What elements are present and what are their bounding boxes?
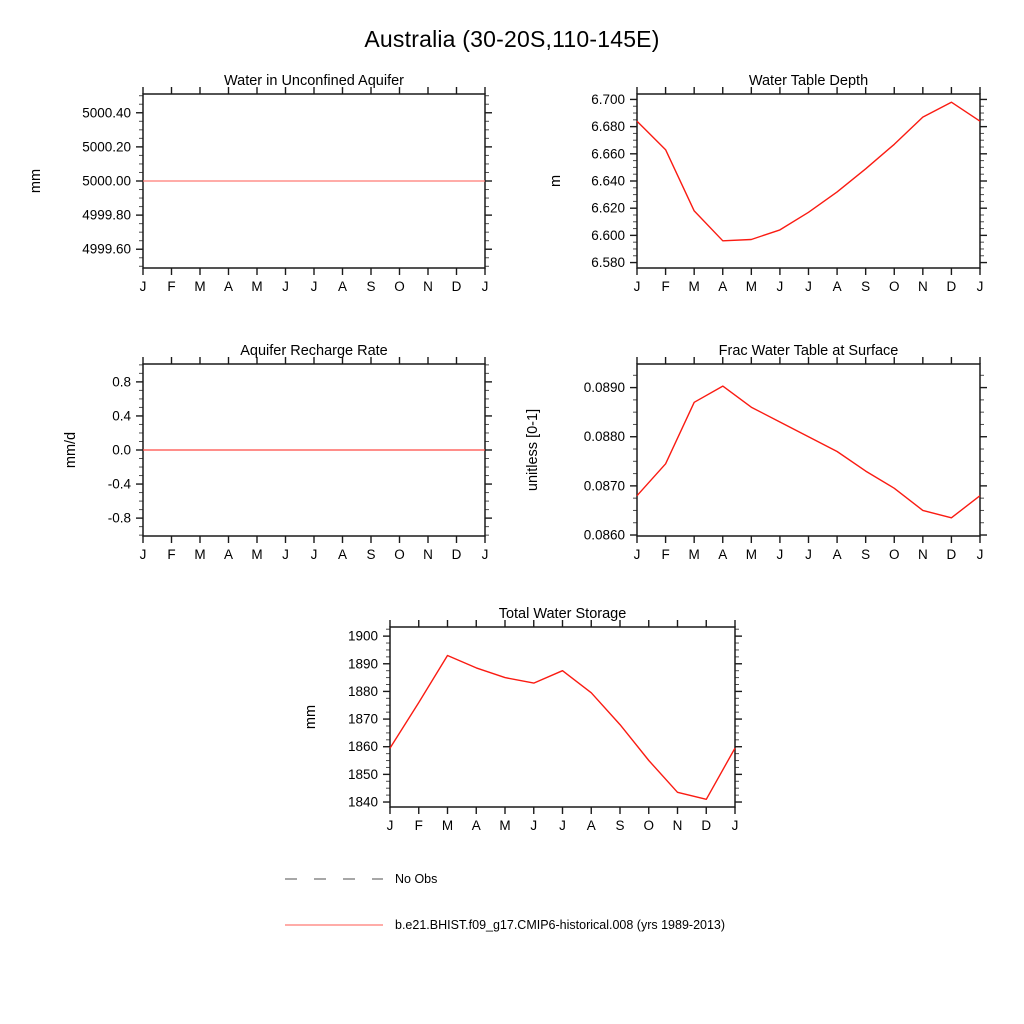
panel-title: Water in Unconfined Aquifer	[223, 73, 405, 89]
y-axis-unit-label: m	[548, 174, 564, 188]
y-axis-tick-label: 6.580	[591, 255, 625, 271]
month-label: M	[441, 818, 454, 833]
y-axis-unit-label: unitless [0-1]	[525, 408, 541, 492]
y-axis-unit-label: mm	[303, 704, 319, 730]
month-label: M	[194, 547, 206, 562]
y-axis-tick-label: 1870	[347, 711, 378, 727]
y-axis-tick-label: 5000.20	[82, 139, 131, 155]
y-axis-tick-label: 0.0890	[583, 380, 625, 396]
month-label: J	[559, 818, 566, 833]
y-axis-tick-label: 0.0880	[583, 429, 625, 445]
y-axis-tick-label: 6.660	[591, 146, 625, 162]
month-label: A	[337, 547, 348, 562]
month-label: O	[888, 279, 900, 294]
month-label: S	[366, 547, 376, 562]
month-label: N	[423, 547, 433, 562]
month-label: J	[139, 279, 147, 294]
month-label: A	[718, 279, 728, 294]
y-axis-tick-label: 0.8	[112, 374, 131, 390]
y-axis-tick-label: 6.600	[591, 227, 625, 243]
panel-title: Aquifer Recharge Rate	[240, 343, 388, 359]
month-label: J	[481, 547, 489, 562]
month-label: M	[745, 279, 757, 294]
panel-frac-water-table-at-surface	[522, 339, 996, 578]
panel-aquifer-recharge-rate	[28, 339, 501, 578]
panel-title: Water Table Depth	[748, 73, 869, 89]
month-label: N	[917, 279, 928, 294]
y-axis-tick-label: 1840	[347, 794, 378, 810]
month-label: F	[661, 547, 670, 562]
month-label: F	[167, 279, 176, 294]
month-label: D	[451, 279, 462, 294]
y-axis-tick-label: 0.0	[112, 442, 131, 458]
month-label: F	[167, 547, 176, 562]
month-label: M	[251, 547, 263, 562]
panel-title: Total Water Storage	[498, 606, 627, 622]
y-axis-tick-label: 6.680	[591, 119, 625, 135]
y-axis-tick-label: 6.620	[591, 200, 625, 216]
panel-title: Frac Water Table at Surface	[718, 343, 899, 359]
y-axis-tick-label: 0.0860	[583, 527, 625, 543]
model-run-line-icon	[283, 918, 385, 932]
no-obs-dashed-line-icon	[283, 872, 385, 886]
data-line	[637, 102, 980, 241]
month-label: O	[888, 547, 900, 562]
month-label: D	[946, 279, 957, 294]
y-axis-tick-label: 0.4	[112, 408, 131, 424]
legend-entry-model-run	[283, 917, 725, 933]
month-label: S	[861, 279, 871, 294]
month-label: S	[615, 818, 625, 833]
month-label: A	[832, 547, 842, 562]
y-axis-unit-label: mm/d	[63, 431, 79, 469]
month-label: O	[394, 279, 405, 294]
month-label: D	[946, 547, 957, 562]
y-axis-tick-label: 1880	[347, 683, 378, 699]
month-label: J	[530, 818, 538, 833]
month-label: J	[731, 818, 739, 833]
y-axis-tick-label: 4999.60	[82, 241, 131, 257]
month-label: A	[223, 279, 234, 294]
main-title: Australia (30-20S,110-145E)	[364, 26, 660, 52]
month-label: A	[471, 818, 481, 833]
y-axis-tick-label: 5000.00	[82, 173, 131, 189]
plot-frame	[637, 364, 980, 536]
plot-frame	[390, 627, 735, 807]
y-axis-tick-label: 6.700	[591, 91, 625, 107]
month-label: J	[805, 547, 812, 562]
y-axis-unit-label: mm	[28, 168, 44, 194]
month-label: J	[310, 279, 318, 294]
legend-label-model-run: b.e21.BHIST.f09_g17.CMIP6-historical.008 (yrs 1989-2013)	[395, 918, 726, 932]
month-label: J	[386, 818, 394, 833]
legend-label-no-obs: No Obs	[395, 872, 438, 886]
y-axis-tick-label: 6.640	[591, 173, 625, 189]
month-label: J	[481, 279, 489, 294]
y-axis-tick-label: 0.0870	[583, 478, 625, 494]
panel-water-table-depth	[522, 69, 996, 310]
month-label: A	[718, 547, 728, 562]
month-label: J	[776, 279, 784, 294]
y-axis-tick-label: 1860	[347, 739, 378, 755]
month-label: M	[194, 279, 206, 294]
y-axis-tick-label: 1890	[347, 656, 378, 672]
y-axis-tick-label: -0.4	[107, 476, 131, 492]
month-label: J	[633, 279, 641, 294]
month-label: J	[282, 279, 289, 294]
month-label: A	[586, 818, 596, 833]
month-label: O	[394, 547, 405, 562]
month-label: J	[282, 547, 289, 562]
month-label: J	[776, 547, 784, 562]
month-label: J	[139, 547, 147, 562]
y-axis-tick-label: 1900	[347, 628, 378, 644]
month-label: A	[223, 547, 234, 562]
month-label: D	[701, 818, 712, 833]
month-label: J	[633, 547, 641, 562]
month-label: M	[688, 279, 700, 294]
month-label: S	[366, 279, 376, 294]
plot-frame	[637, 94, 980, 268]
month-label: A	[832, 279, 842, 294]
month-label: M	[499, 818, 511, 833]
month-label: J	[976, 547, 984, 562]
month-label: N	[672, 818, 683, 833]
month-label: S	[861, 547, 871, 562]
month-label: F	[414, 818, 423, 833]
month-label: M	[251, 279, 263, 294]
month-label: J	[976, 279, 984, 294]
month-label: N	[423, 279, 433, 294]
y-axis-tick-label: 4999.80	[82, 207, 131, 223]
month-label: M	[688, 547, 700, 562]
y-axis-tick-label: 1850	[347, 766, 378, 782]
month-label: N	[917, 547, 928, 562]
panel-water-in-unconfined-aquifer	[28, 69, 501, 310]
data-line	[637, 386, 980, 518]
panel-total-water-storage	[275, 602, 751, 849]
y-axis-tick-label: 5000.40	[82, 105, 131, 121]
month-label: M	[745, 547, 757, 562]
data-line	[390, 656, 735, 800]
month-label: F	[661, 279, 670, 294]
month-label: D	[451, 547, 462, 562]
legend-entry-no-obs	[283, 871, 437, 887]
month-label: A	[337, 279, 348, 294]
month-label: O	[643, 818, 655, 833]
month-label: J	[805, 279, 812, 294]
month-label: J	[310, 547, 318, 562]
y-axis-tick-label: -0.8	[107, 510, 131, 526]
